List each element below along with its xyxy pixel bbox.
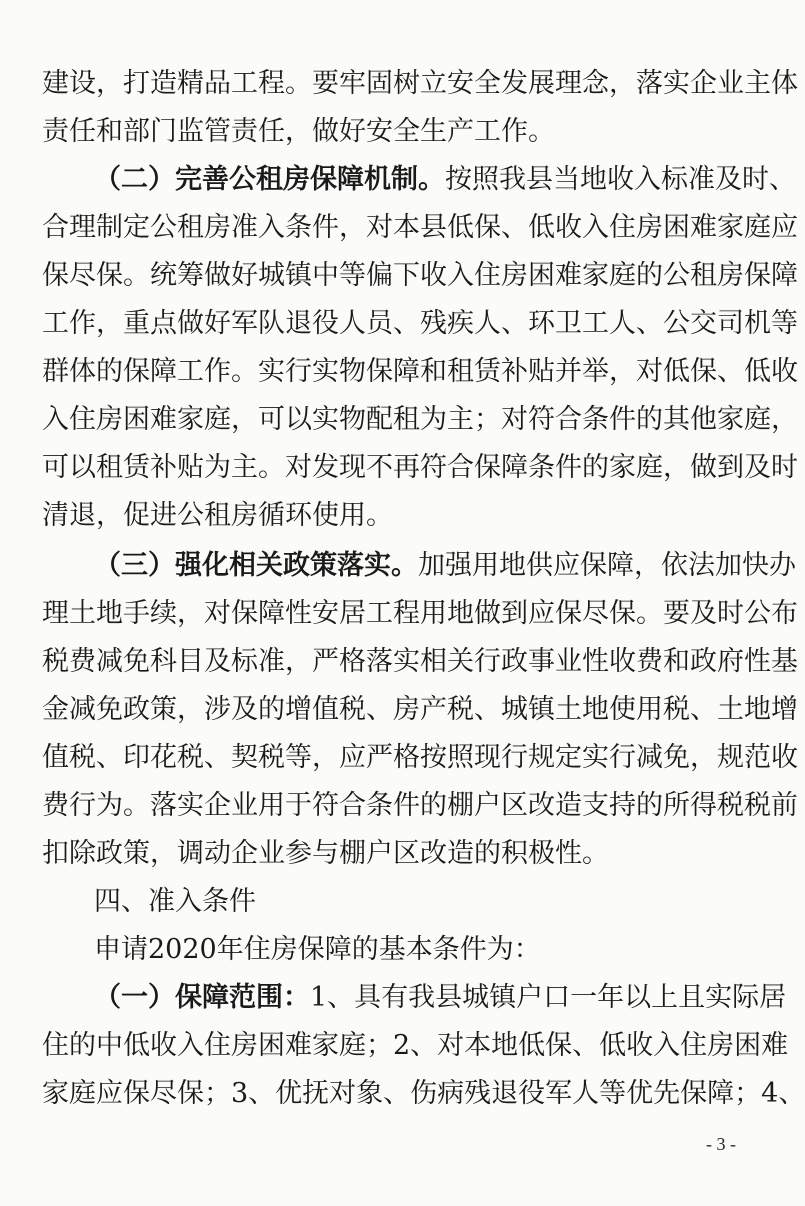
line-text: 责任和部门监管责任，做好安全生产工作。 bbox=[42, 116, 555, 147]
line-text: 值税、印花税、契税等，应严格按照现行规定实行减免，规范收 bbox=[42, 742, 798, 773]
line-text: 可以租赁补贴为主。对发现不再符合保障条件的家庭，做到及时 bbox=[42, 452, 798, 483]
line-text: 按照我县当地收入标准及时、 bbox=[445, 164, 796, 195]
line-text: 理土地手续，对保障性安居工程用地做到应保尽保。要及时公布 bbox=[42, 598, 798, 629]
body-line bbox=[42, 1026, 789, 1066]
section-heading: （一）保障范围： bbox=[94, 982, 310, 1013]
line-text: 合理制定公租房准入条件，对本县低保、低收入住房困难家庭应 bbox=[42, 212, 798, 243]
body-line bbox=[42, 400, 798, 440]
body-line bbox=[42, 352, 798, 392]
section-heading: （二）完善公租房保障机制。 bbox=[94, 164, 445, 195]
page-number: - 3 - bbox=[706, 1134, 736, 1154]
line-text: 加强用地供应保障，依法加快办 bbox=[418, 550, 796, 581]
body-line bbox=[42, 496, 760, 536]
section-title bbox=[94, 882, 760, 922]
line-text: 税费减免科目及标准，严格落实相关行政事业性收费和政府性基 bbox=[42, 646, 798, 677]
body-line bbox=[42, 304, 798, 344]
body-line bbox=[42, 112, 760, 152]
body-line bbox=[42, 690, 798, 730]
section-title-text: 四、准入条件 bbox=[94, 886, 256, 917]
line-text: 金减免政策，涉及的增值税、房产税、城镇土地使用税、土地增 bbox=[42, 694, 798, 725]
line-text: 群体的保障工作。实行实物保障和租赁补贴并举，对低保、低收 bbox=[42, 356, 798, 387]
line-text: 建设，打造精品工程。要牢固树立安全发展理念，落实企业主体 bbox=[42, 68, 798, 99]
line-text: 工作，重点做好军队退役人员、残疾人、环卫工人、公交司机等 bbox=[42, 308, 798, 339]
line-text: 入住房困难家庭，可以实物配租为主；对符合条件的其他家庭， bbox=[42, 404, 798, 435]
body-line bbox=[42, 208, 798, 248]
body-line bbox=[94, 930, 760, 970]
line-text: 费行为。落实企业用于符合条件的棚户区改造支持的所得税税前 bbox=[42, 790, 798, 821]
section-heading-line bbox=[94, 160, 796, 200]
body-line bbox=[42, 594, 798, 634]
section-heading-line bbox=[94, 546, 796, 586]
body-line bbox=[42, 448, 798, 488]
body-line bbox=[42, 786, 798, 826]
line-text: 住的中低收入住房困难家庭；2、对本地低保、低收入住房困难 bbox=[42, 1030, 789, 1061]
line-text: 扣除政策，调动企业参与棚户区改造的积极性。 bbox=[42, 838, 609, 869]
section-heading-line bbox=[94, 978, 787, 1018]
line-text: 1、具有我县城镇户口一年以上且实际居 bbox=[310, 982, 787, 1013]
line-text: 保尽保。统筹做好城镇中等偏下收入住房困难家庭的公租房保障 bbox=[42, 260, 798, 291]
body-line bbox=[42, 256, 798, 296]
line-text: 清退，促进公租房循环使用。 bbox=[42, 500, 393, 531]
line-text: 申请2020年住房保障的基本条件为： bbox=[94, 934, 541, 965]
body-line bbox=[42, 834, 760, 874]
body-line bbox=[42, 738, 798, 778]
section-heading: （三）强化相关政策落实。 bbox=[94, 550, 418, 581]
line-text: 家庭应保尽保；3、优抚对象、伤病残退役军人等优先保障；4、 bbox=[42, 1078, 805, 1109]
body-line bbox=[42, 64, 798, 104]
body-line bbox=[42, 1074, 805, 1114]
body-line bbox=[42, 642, 798, 682]
